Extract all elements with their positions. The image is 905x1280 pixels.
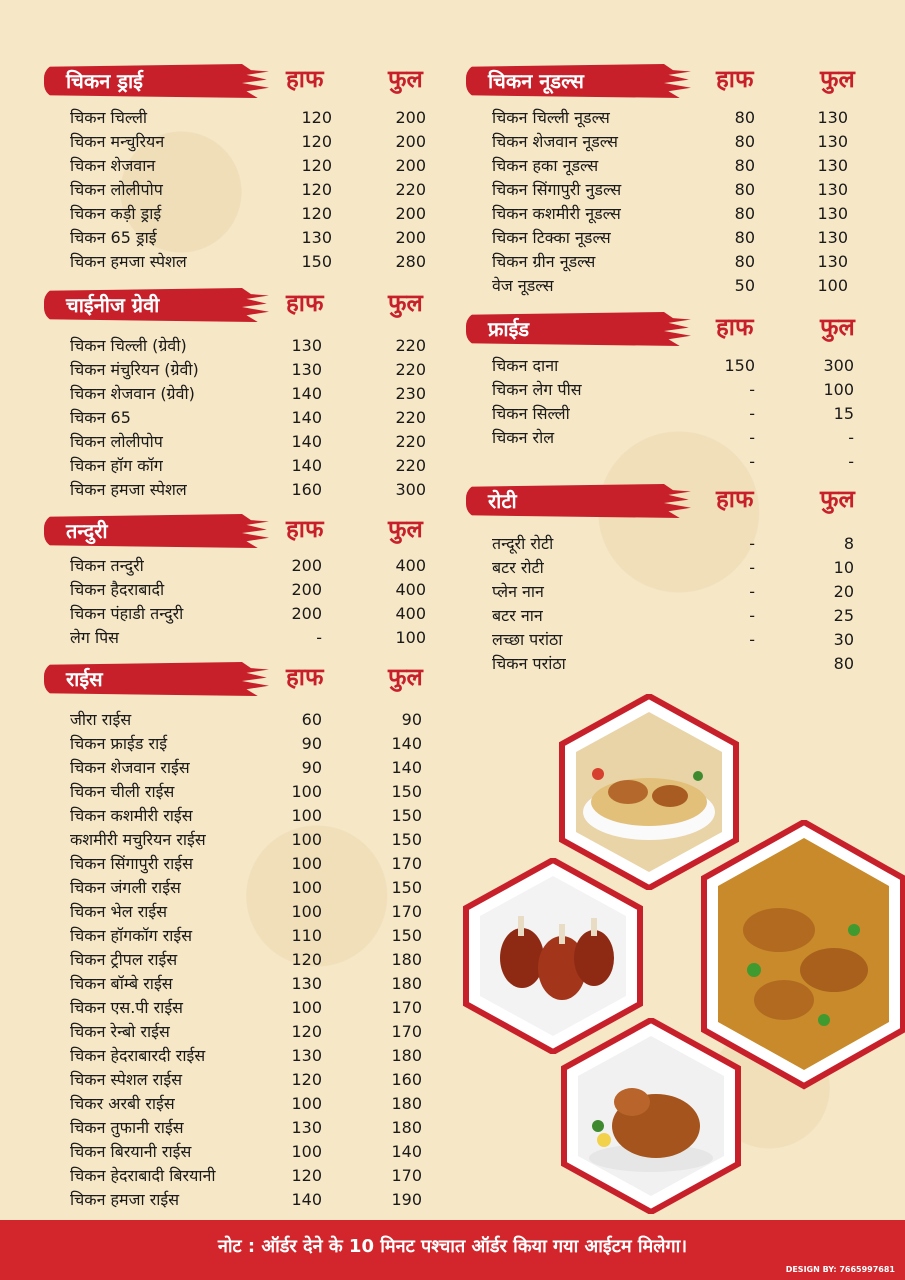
- full-header: फुल: [388, 289, 423, 317]
- half-price: -: [749, 534, 755, 553]
- full-price: 220: [395, 360, 426, 379]
- item-name: चिकन शेजवान नूडल्स: [492, 132, 618, 151]
- full-price: 170: [391, 1166, 422, 1185]
- menu-item-row: [44, 578, 434, 602]
- menu-item-row: [44, 602, 434, 626]
- half-price: 150: [724, 356, 755, 375]
- full-price: 140: [391, 734, 422, 753]
- full-price: 400: [395, 556, 426, 575]
- half-price: 110: [291, 926, 322, 945]
- menu-item-row: [44, 358, 434, 382]
- menu-item-row: [44, 178, 434, 202]
- menu-item-row: [44, 406, 434, 430]
- half-price: 130: [291, 1118, 322, 1137]
- full-price: 180: [391, 974, 422, 993]
- menu-item-row: [44, 454, 434, 478]
- section-header: [44, 64, 434, 98]
- item-name: चिकन तुफानी राईस: [70, 1118, 184, 1137]
- menu-item-row: [44, 430, 434, 454]
- menu-item-row: [44, 900, 434, 924]
- item-name: चिकन ग्रीन नूडल्स: [492, 252, 596, 271]
- item-name: चिकन हेदराबादी बिरयानी: [70, 1166, 216, 1185]
- menu-item-row: [44, 1068, 434, 1092]
- half-price: 100: [291, 830, 322, 849]
- item-name: चिकन हैदराबादी: [70, 580, 165, 599]
- menu-item-row: [44, 334, 434, 358]
- half-price: 130: [291, 974, 322, 993]
- item-name: चिकन कशमीरी राईस: [70, 806, 193, 825]
- half-header: हाफ: [286, 663, 324, 691]
- full-price: -: [848, 452, 854, 471]
- full-price: 200: [395, 156, 426, 175]
- full-price: 150: [391, 926, 422, 945]
- food-photo-roast-chicken: [560, 1018, 742, 1214]
- full-price: 280: [395, 252, 426, 271]
- half-price: 100: [291, 806, 322, 825]
- item-name: चिकन 65: [70, 408, 131, 427]
- full-price: 150: [391, 878, 422, 897]
- section-title: फ्राईड: [488, 317, 530, 341]
- section-header: [466, 64, 866, 98]
- half-header: हाफ: [716, 65, 754, 93]
- full-price: 180: [391, 1118, 422, 1137]
- item-name: चिकन हका नूडल्स: [492, 156, 599, 175]
- full-price: 190: [391, 1190, 422, 1209]
- item-name: चिकन बॉम्बे राईस: [70, 974, 173, 993]
- menu-item-row: [44, 202, 434, 226]
- menu-item-row: [44, 130, 434, 154]
- half-price: 140: [291, 1190, 322, 1209]
- half-price: 100: [291, 782, 322, 801]
- designer-credit: DESIGN BY: 7665997681: [785, 1265, 895, 1274]
- half-price: 80: [734, 180, 755, 199]
- section-fried: [466, 312, 866, 474]
- half-price: 120: [301, 180, 332, 199]
- menu-item-row: [466, 130, 866, 154]
- item-name: चिकन दाना: [492, 356, 559, 375]
- full-price: 180: [391, 1094, 422, 1113]
- item-name: चिकर अरबी राईस: [70, 1094, 175, 1113]
- half-price: 80: [734, 132, 755, 151]
- half-price: 80: [734, 204, 755, 223]
- section-chicken-dry: [44, 64, 434, 274]
- item-name: बटर नान: [492, 606, 543, 625]
- full-price: 20: [833, 582, 854, 601]
- menu-item-row: [44, 1140, 434, 1164]
- section-title: चाईनीज ग्रेवी: [66, 293, 160, 317]
- half-header: हाफ: [286, 515, 324, 543]
- item-name: चिकन चिल्ली नूडल्स: [492, 108, 610, 127]
- full-price: 200: [395, 132, 426, 151]
- item-name: चिकन स्पेशल राईस: [70, 1070, 183, 1089]
- full-header: फुल: [388, 65, 423, 93]
- item-name: चिकन हॉगकॉग राईस: [70, 926, 193, 945]
- half-price: 140: [291, 432, 322, 451]
- item-name: चिकन मन्चुरियन: [70, 132, 165, 151]
- half-price: -: [749, 404, 755, 423]
- section-title: चिकन नूडल्स: [488, 69, 584, 93]
- half-price: 130: [291, 336, 322, 355]
- half-price: 90: [301, 758, 322, 777]
- item-name: चिकन शेजवान (ग्रेवी): [70, 384, 195, 403]
- full-header: फुल: [820, 313, 855, 341]
- menu-item-row: [44, 924, 434, 948]
- item-name: चिकन लेग पीस: [492, 380, 582, 399]
- half-price: 60: [301, 710, 322, 729]
- item-name: चिकन चिल्ली: [70, 108, 148, 127]
- menu-item-row: [44, 948, 434, 972]
- item-name: चिकन परांठा: [492, 654, 566, 673]
- full-price: 130: [817, 228, 848, 247]
- item-name: चिकन भेल राईस: [70, 902, 168, 921]
- item-name: चिकन सिल्ली: [492, 404, 570, 423]
- menu-item-row: [44, 478, 434, 502]
- half-price: -: [749, 606, 755, 625]
- section-title: तन्दुरी: [66, 519, 108, 543]
- full-price: 140: [391, 1142, 422, 1161]
- full-price: 10: [833, 558, 854, 577]
- menu-item-row: [466, 652, 866, 676]
- full-price: 90: [401, 710, 422, 729]
- item-name: चिकन 65 ड्राई: [70, 228, 157, 247]
- half-price: 100: [291, 1142, 322, 1161]
- menu-item-row: [466, 402, 866, 426]
- menu-item-row: [44, 626, 434, 650]
- menu-item-row: [466, 378, 866, 402]
- item-name: वेज नूडल्स: [492, 276, 554, 295]
- section-chicken-noodles: [466, 64, 866, 298]
- half-price: 90: [301, 734, 322, 753]
- half-price: -: [749, 630, 755, 649]
- full-price: 25: [833, 606, 854, 625]
- full-price: 130: [817, 204, 848, 223]
- menu-item-row: [44, 972, 434, 996]
- full-price: 200: [395, 108, 426, 127]
- half-price: -: [316, 628, 322, 647]
- menu-item-row: [44, 996, 434, 1020]
- half-price: 100: [291, 878, 322, 897]
- menu-item-row: [466, 154, 866, 178]
- menu-item-row: [44, 1164, 434, 1188]
- menu-item-row: [44, 1188, 434, 1212]
- menu-item-row: [44, 780, 434, 804]
- half-price: 130: [291, 360, 322, 379]
- item-name: चिकन टिक्का नूडल्स: [492, 228, 611, 247]
- item-name: चिकन शेजवान: [70, 156, 156, 175]
- menu-item-row: [466, 628, 866, 652]
- half-price: 120: [291, 950, 322, 969]
- half-price: 130: [301, 228, 332, 247]
- item-name: चिकन लोलीपोप: [70, 432, 163, 451]
- full-price: 15: [833, 404, 854, 423]
- full-header: फुल: [388, 515, 423, 543]
- section-title: रोटी: [488, 489, 517, 513]
- item-name: चिकन सिंगापुरी राईस: [70, 854, 193, 873]
- full-price: 100: [823, 380, 854, 399]
- menu-item-row: [466, 450, 866, 474]
- item-name: लच्छा परांठा: [492, 630, 563, 649]
- full-price: 130: [817, 252, 848, 271]
- full-price: 180: [391, 950, 422, 969]
- full-price: 300: [823, 356, 854, 375]
- menu-item-row: [44, 382, 434, 406]
- full-price: 100: [395, 628, 426, 647]
- full-price: 160: [391, 1070, 422, 1089]
- menu-item-row: [44, 226, 434, 250]
- item-name: चिकन एस.पी राईस: [70, 998, 183, 1017]
- half-price: 200: [291, 556, 322, 575]
- menu-item-row: [44, 852, 434, 876]
- section-header: [44, 662, 434, 696]
- item-name: चिकन हेदराबारदी राईस: [70, 1046, 206, 1065]
- menu-item-row: [44, 1116, 434, 1140]
- full-price: 220: [395, 336, 426, 355]
- item-name: चिकन फ्राईड राई: [70, 734, 168, 753]
- half-price: 100: [291, 902, 322, 921]
- full-price: 170: [391, 854, 422, 873]
- item-name: चिकन रोल: [492, 428, 555, 447]
- item-name: प्लेन नान: [492, 582, 544, 601]
- full-price: 400: [395, 604, 426, 623]
- item-name: चिकन तन्दुरी: [70, 556, 144, 575]
- full-price: 180: [391, 1046, 422, 1065]
- full-price: 300: [395, 480, 426, 499]
- item-name: चिकन बिरयानी राईस: [70, 1142, 192, 1161]
- menu-item-row: [44, 1092, 434, 1116]
- full-header: फुल: [820, 485, 855, 513]
- item-name: कशमीरी मचुरियन राईस: [70, 830, 206, 849]
- half-price: 120: [291, 1166, 322, 1185]
- full-price: 8: [843, 534, 854, 553]
- section-header: [44, 288, 434, 322]
- full-price: 150: [391, 806, 422, 825]
- half-price: 130: [291, 1046, 322, 1065]
- menu-item-row: [44, 106, 434, 130]
- half-header: हाफ: [716, 313, 754, 341]
- half-price: 140: [291, 408, 322, 427]
- half-price: 140: [291, 384, 322, 403]
- item-name: चिकन चीली राईस: [70, 782, 175, 801]
- full-price: 220: [395, 180, 426, 199]
- half-price: 80: [734, 228, 755, 247]
- full-price: 220: [395, 408, 426, 427]
- menu-item-row: [44, 554, 434, 578]
- half-price: 120: [301, 156, 332, 175]
- section-title: चिकन ड्राई: [66, 69, 144, 93]
- item-name: जीरा राईस: [70, 710, 132, 729]
- item-name: चिकन ट्रीपल राईस: [70, 950, 178, 969]
- menu-item-row: [466, 580, 866, 604]
- full-price: 100: [817, 276, 848, 295]
- item-name: चिकन जंगली राईस: [70, 878, 181, 897]
- half-header: हाफ: [286, 65, 324, 93]
- menu-item-row: [44, 1020, 434, 1044]
- menu-item-row: [466, 202, 866, 226]
- menu-item-row: [466, 226, 866, 250]
- half-price: 120: [301, 132, 332, 151]
- menu-item-row: [466, 250, 866, 274]
- section-tandoori: [44, 514, 434, 650]
- full-price: 170: [391, 998, 422, 1017]
- section-chinese-gravy: [44, 288, 434, 502]
- half-price: 80: [734, 252, 755, 271]
- menu-item-row: [44, 804, 434, 828]
- full-price: 200: [395, 228, 426, 247]
- section-header: [44, 514, 434, 548]
- item-name: चिकन हमजा स्पेशल: [70, 480, 187, 499]
- menu-item-row: [466, 604, 866, 628]
- half-price: 120: [291, 1022, 322, 1041]
- section-roti: [466, 484, 866, 676]
- item-name: लेग पिस: [70, 628, 119, 647]
- menu-item-row: [44, 250, 434, 274]
- section-header: [466, 312, 866, 346]
- half-price: 140: [291, 456, 322, 475]
- half-header: हाफ: [286, 289, 324, 317]
- item-name: चिकन मंचुरियन (ग्रेवी): [70, 360, 199, 379]
- half-price: -: [749, 582, 755, 601]
- half-price: 80: [734, 108, 755, 127]
- half-price: 120: [291, 1070, 322, 1089]
- menu-item-row: [44, 876, 434, 900]
- footer-note: नोट : ऑर्डर देने के 10 मिनट पश्चात ऑर्डर किया गया आईटम मिलेगा।: [217, 1236, 688, 1257]
- full-price: 130: [817, 156, 848, 175]
- full-header: फुल: [820, 65, 855, 93]
- full-price: 140: [391, 758, 422, 777]
- menu-item-row: [466, 178, 866, 202]
- full-header: फुल: [388, 663, 423, 691]
- item-name: चिकन पंहाडी तन्दुरी: [70, 604, 184, 623]
- menu-item-row: [44, 732, 434, 756]
- section-rice: [44, 662, 434, 1212]
- item-name: तन्दूरी रोटी: [492, 534, 554, 553]
- menu-item-row: [44, 154, 434, 178]
- half-price: -: [749, 380, 755, 399]
- menu-item-row: [466, 106, 866, 130]
- half-price: 120: [301, 108, 332, 127]
- half-price: 200: [291, 580, 322, 599]
- half-price: 100: [291, 1094, 322, 1113]
- item-name: चिकन हमजा राईस: [70, 1190, 180, 1209]
- item-name: चिकन हमजा स्पेशल: [70, 252, 187, 271]
- full-price: -: [848, 428, 854, 447]
- item-name: चिकन रेन्बो राईस: [70, 1022, 170, 1041]
- menu-item-row: [44, 708, 434, 732]
- menu-item-row: [466, 556, 866, 580]
- item-name: चिकन चिल्ली (ग्रेवी): [70, 336, 187, 355]
- full-price: 230: [395, 384, 426, 403]
- item-name: बटर रोटी: [492, 558, 544, 577]
- menu-item-row: [466, 354, 866, 378]
- full-price: 150: [391, 830, 422, 849]
- full-price: 400: [395, 580, 426, 599]
- menu-item-row: [466, 274, 866, 298]
- full-price: 170: [391, 902, 422, 921]
- half-price: -: [749, 452, 755, 471]
- full-price: 220: [395, 456, 426, 475]
- item-name: चिकन हॉग कॉग: [70, 456, 163, 475]
- item-name: चिकन शेजवान राईस: [70, 758, 190, 777]
- half-price: 120: [301, 204, 332, 223]
- half-price: 50: [734, 276, 755, 295]
- half-price: 200: [291, 604, 322, 623]
- menu-item-row: [466, 532, 866, 556]
- full-price: 130: [817, 108, 848, 127]
- menu-item-row: [44, 756, 434, 780]
- full-price: 130: [817, 180, 848, 199]
- half-price: -: [749, 558, 755, 577]
- half-price: 80: [734, 156, 755, 175]
- full-price: 220: [395, 432, 426, 451]
- full-price: 130: [817, 132, 848, 151]
- item-name: चिकन सिंगापुरी नुडल्स: [492, 180, 622, 199]
- half-header: हाफ: [716, 485, 754, 513]
- menu-item-row: [466, 426, 866, 450]
- half-price: -: [749, 428, 755, 447]
- full-price: 150: [391, 782, 422, 801]
- section-header: [466, 484, 866, 518]
- item-name: चिकन कड़ी ड्राई: [70, 204, 162, 223]
- menu-item-row: [44, 828, 434, 852]
- menu-item-row: [44, 1044, 434, 1068]
- item-name: चिकन लोलीपोप: [70, 180, 163, 199]
- half-price: 160: [291, 480, 322, 499]
- half-price: 100: [291, 854, 322, 873]
- section-title: राईस: [66, 667, 103, 691]
- full-price: 30: [833, 630, 854, 649]
- footer-bar: [0, 1220, 905, 1280]
- full-price: 200: [395, 204, 426, 223]
- full-price: 80: [833, 654, 854, 673]
- full-price: 170: [391, 1022, 422, 1041]
- half-price: 100: [291, 998, 322, 1017]
- item-name: चिकन कशमीरी नूडल्स: [492, 204, 621, 223]
- half-price: 150: [301, 252, 332, 271]
